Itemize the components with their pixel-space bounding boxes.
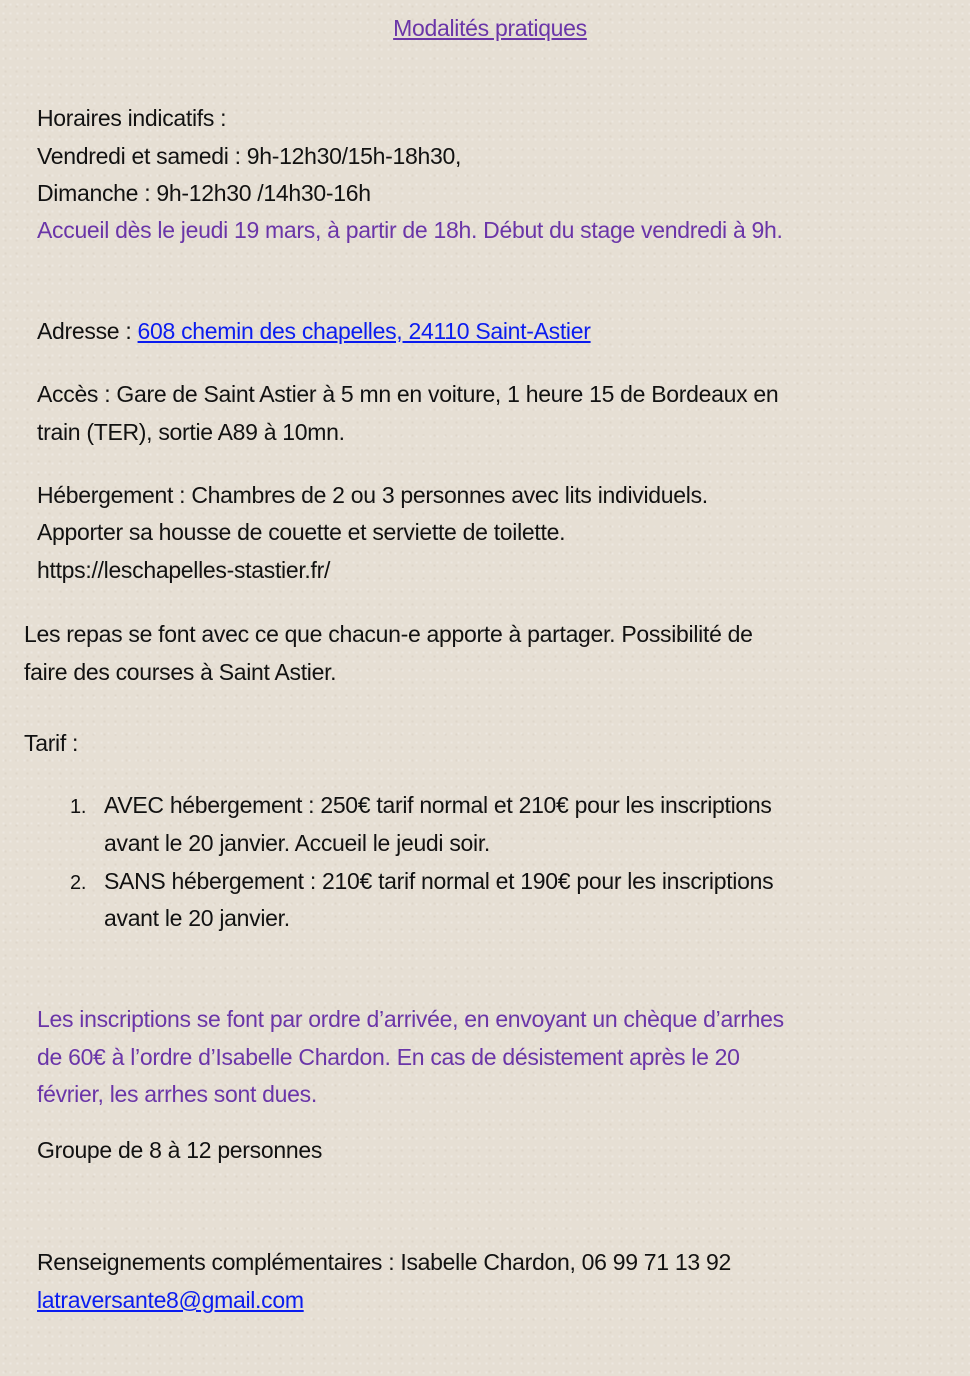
tarif-item-text: AVEC hébergement : 250€ tarif normal et 210€ pour les inscriptions <box>104 792 772 818</box>
tarif-item-2 <box>70 866 773 896</box>
acces-line-2: train (TER), sortie A89 à 10mn. <box>37 419 345 445</box>
horaires-dimanche: Dimanche : 9h-12h30 /14h30-16h <box>37 180 371 206</box>
horaires-heading: Horaires indicatifs : <box>37 105 227 131</box>
hebergement-url: https://leschapelles-stastier.fr/ <box>37 557 331 583</box>
list-number: 2. <box>70 872 87 894</box>
email-line <box>37 1285 304 1315</box>
renseignements: Renseignements complémentaires : Isabelle Chardon, 06 99 71 13 92 <box>37 1249 731 1275</box>
tarif-heading: Tarif : <box>24 730 79 756</box>
tarif-item-1-cont: avant le 20 janvier. Accueil le jeudi soir. <box>104 830 491 856</box>
hebergement-line-1: Hébergement : Chambres de 2 ou 3 personnes avec lits individuels. <box>37 482 708 508</box>
tarif-item-text: SANS hébergement : 210€ tarif normal et 190€ pour les inscriptions <box>104 868 774 894</box>
accueil-note: Accueil dès le jeudi 19 mars, à partir de 18h. Début du stage vendredi à 9h. <box>37 217 783 243</box>
hebergement-line-2: Apporter sa housse de couette et serviette de toilette. <box>37 519 566 545</box>
email-link[interactable]: latraversante8@gmail.com <box>37 1287 304 1313</box>
tarif-item-1 <box>70 790 772 820</box>
list-number: 1. <box>70 796 87 818</box>
repas-line-2: faire des courses à Saint Astier. <box>24 659 337 685</box>
tarif-item-2-cont: avant le 20 janvier. <box>104 905 290 931</box>
horaires-vendredi-samedi: Vendredi et samedi : 9h-12h30/15h-18h30, <box>37 143 462 169</box>
adresse-label: Adresse : <box>37 318 138 344</box>
inscriptions-line-1: Les inscriptions se font par ordre d’arrivée, en envoyant un chèque d’arrhes <box>37 1006 784 1032</box>
inscriptions-line-3: février, les arrhes sont dues. <box>37 1081 317 1107</box>
groupe-size: Groupe de 8 à 12 personnes <box>37 1137 323 1163</box>
repas-line-1: Les repas se font avec ce que chacun-e apporte à partager. Possibilité de <box>24 621 753 647</box>
page-title: Modalités pratiques <box>393 15 587 41</box>
adresse-line <box>37 316 591 346</box>
acces-line-1: Accès : Gare de Saint Astier à 5 mn en voiture, 1 heure 15 de Bordeaux en <box>37 381 779 407</box>
inscriptions-line-2: de 60€ à l’ordre d’Isabelle Chardon. En cas de désistement après le 20 <box>37 1044 740 1070</box>
adresse-link[interactable]: 608 chemin des chapelles, 24110 Saint-Astier <box>137 318 591 344</box>
